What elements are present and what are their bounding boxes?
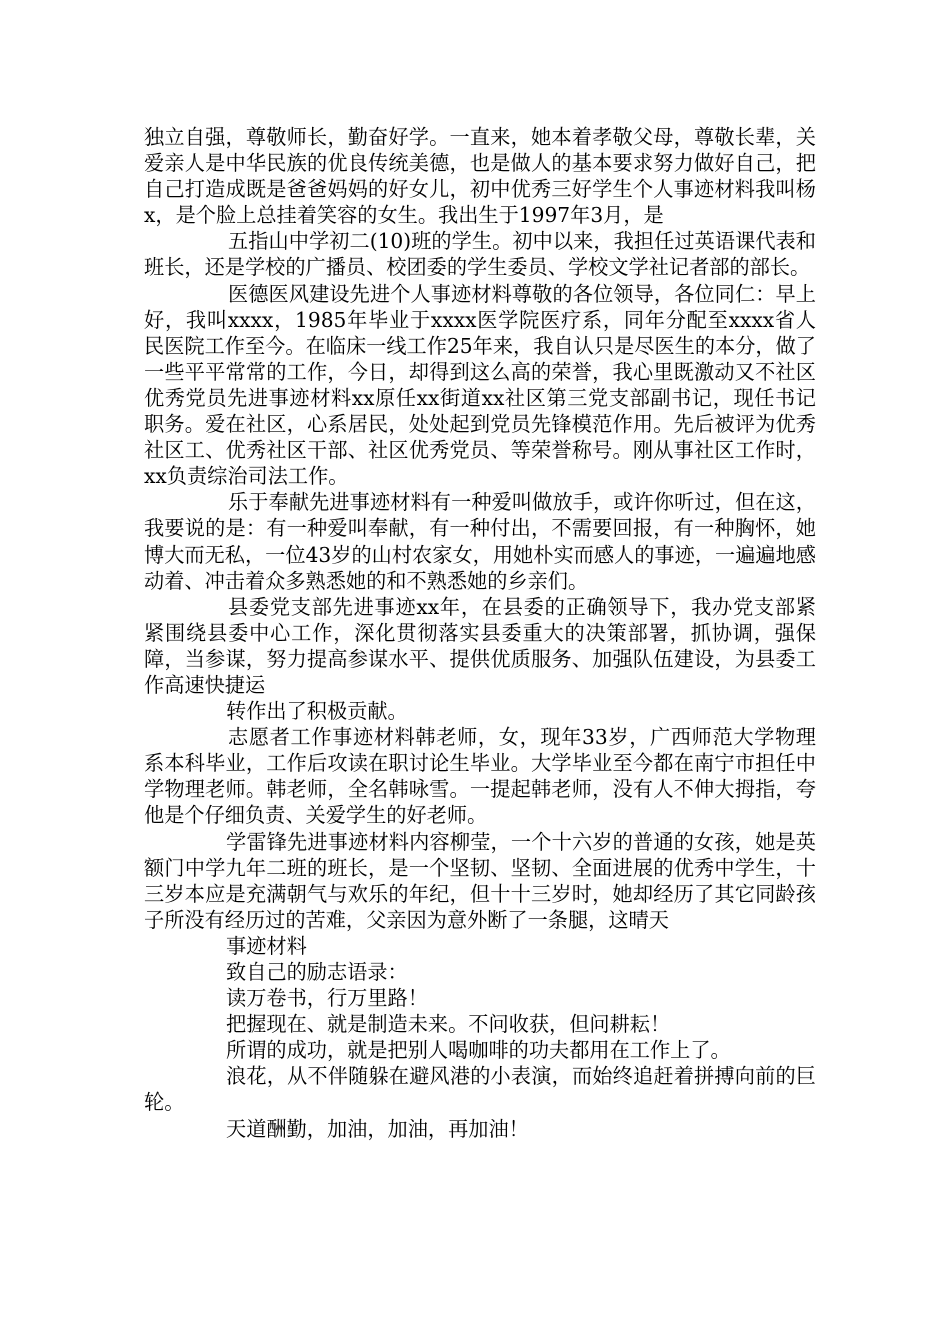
paragraph: 乐于奉献先进事迹材料有一种爱叫做放手，或许你听过，但在这，我要说的是：有一种爱叫奉献，有一种付出，不需要回报，有一种胸怀，她博大而无私，一位43岁的山村农家女，用她朴实而感人的事迹，一遍遍地感动着、冲击着众多熟悉她的和不熟悉她的乡亲们。 [144,490,816,593]
paragraph: 事迹材料 [226,933,307,958]
paragraph: 医德医风建设先进个人事迹材料尊敬的各位领导，各位同仁：早上好，我叫xxxx，1985年毕业于xxxx医学院医疗系，同年分配至xxxx省人民医院工作至今。在临床一线工作25年来，我自认只是尽医生的本分，做了一些平平常常的工作，今日，却得到这么高的荣誉，我心里既激动又不社区优秀党员先进事迹材料xx原任xx街道xx社区第三党支部副书记，现任书记职务。爱在社区，心系居民，处处起到党员先锋模范作用。先后被评为优秀社区工、优秀社区干部、社区优秀党员、等荣誉称号。刚从事社区工作时，xx负责综治司法工作。 [144,281,816,489]
paragraph: 转作出了积极贡献。 [226,699,408,724]
document-body [144,124,816,1142]
paragraph: 把握现在、就是制造未来。不问收获，但问耕耘！ [226,1012,671,1037]
paragraph: 学雷锋先进事迹材料内容柳莹，一个十六岁的普通的女孩，她是英额门中学九年二班的班长，是一个坚韧、坚韧、全面进展的优秀中学生，十三岁本应是充满朝气与欢乐的年纪，但十十三岁时，她却经历了其它同龄孩子所没有经历过的苦难，父亲因为意外断了一条腿，这晴天 [144,829,816,932]
paragraph: 五指山中学初二(10)班的学生。初中以来，我担任过英语课代表和班长，还是学校的广播员、校团委的学生委员、学校文学社记者部的部长。 [144,229,816,280]
paragraph: 读万卷书，行万里路！ [226,986,428,1011]
paragraph: 县委党支部先进事迹xx年，在县委的正确领导下，我办党支部紧紧围绕县委中心工作，深化贯彻落实县委重大的决策部署，抓协调，强保障，当参谋，努力提高参谋水平、提供优质服务、加强队伍建设，为县委工作高速快捷运 [144,594,816,697]
paragraph: 独立自强，尊敬师长，勤奋好学。一直来，她本着孝敬父母，尊敬长辈，关爱亲人是中华民族的优良传统美德，也是做人的基本要求努力做好自己，把自己打造成既是爸爸妈妈的好女儿，初中优秀三好学生个人事迹材料我叫杨x，是个脸上总挂着笑容的女生。我出生于1997年3月，是 [144,125,816,228]
paragraph: 浪花，从不伴随躲在避风港的小表演，而始终追赶着拼搏向前的巨轮。 [144,1064,816,1115]
paragraph: 致自己的励志语录： [226,960,408,984]
paragraph: 所谓的成功，就是把别人喝咖啡的功夫都用在工作上了。 [226,1038,731,1063]
paragraph: 志愿者工作事迹材料韩老师，女，现年33岁，广西师范大学物理系本科毕业，工作后攻读在职讨论生毕业。大学毕业至今都在南宁市担任中学物理老师。韩老师，全名韩咏雪。一提起韩老师，没有人不伸大拇指，夸他是个仔细负责、关爱学生的好老师。 [144,725,816,828]
paragraph: 天道酬勤，加油，加油，再加油！ [226,1116,529,1141]
